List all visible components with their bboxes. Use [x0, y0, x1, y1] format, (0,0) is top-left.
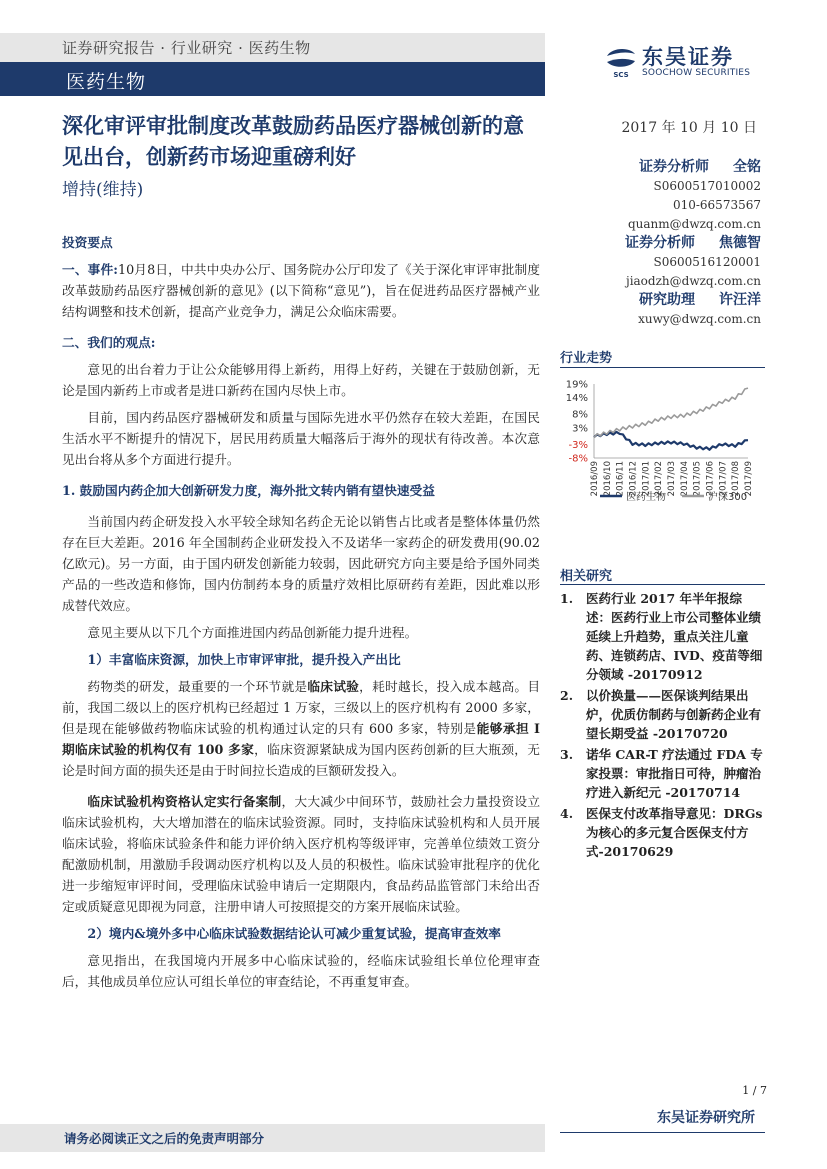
- analyst-role: 证券分析师 焦德智: [625, 235, 761, 251]
- paragraph: 意见的出台着力于让公众能够用得上新药，用得上好药，关键在于鼓励创新，无论是国内新药上市或者是进口新药在国内尽快上市。: [62, 362, 540, 398]
- event-label: 一、事件:: [62, 262, 118, 277]
- disclaimer: 请务必阅读正文之后的免责声明部分: [64, 1131, 265, 1146]
- x-tick-label: 2016/11: [615, 461, 626, 497]
- divider: [560, 367, 765, 368]
- x-tick-label: 2017/09: [744, 461, 754, 497]
- y-tick-label: 19%: [565, 379, 588, 391]
- analyst-license: S0600516120001: [653, 255, 761, 269]
- paragraph: 当前国内药企研发投入水平较全球知名药企无论以销售占比或者是整体体量仍然存在巨大差距。2016 年全国制药企业研发投入不及诺华一家药企的研发费用(90.02 亿欧元)。另一方面，由于国内研发创新能力较弱，因此研究方向主要是给予国外同类产品的一些改造和修饰，国内仿制药本身的质量疗效相比原研药有差距，因此难以形成替代效应。: [62, 514, 540, 613]
- header-band: [0, 33, 545, 62]
- trend-chart: [560, 372, 765, 512]
- logo-en: SOOCHOW SECURITIES: [642, 68, 751, 78]
- event-paragraph: 一、事件:10月8日，中共中央办公厅、国务院办公厅印发了《关于深化审评审批制度改革鼓励药品医疗器械创新的意见》(以下简称“意见”)，旨在促进药品医疗器械产业结构调整和技术创新，提高产业竞争力，满足公众临床需要。: [62, 262, 540, 319]
- paragraph: 意见指出，在我国境内开展多中心临床试验的，经临床试验组长单位伦理审查后，其他成员单位应认可组长单位的审查结论，不再重复审查。: [62, 953, 540, 989]
- analyst-phone: 010-66573567: [672, 198, 761, 212]
- company-logo: [604, 40, 784, 84]
- series-line-hs300: [594, 388, 748, 438]
- sector-label: 医药生物: [66, 71, 147, 93]
- paragraph: 药物类的研发，最重要的一个环节就是临床试验，耗时越长，投入成本越高。目前，我国二级以上的医疗机构已经超过 1 万家，三级以上的医疗机构有 2000 多家，但是现在能够做药物临床试验的机构通过认定的只有 600 多家，特别是能够承担 I 期临床试验的机构仅有 100 多家，临床资源紧缺成为国内医药创新的巨大瓶颈，无论是时间方面的损失还是由于时间拉长造成的巨额研发投入。: [62, 679, 541, 778]
- divider: [560, 1132, 765, 1133]
- x-tick-label: 2017/07: [718, 461, 729, 497]
- related-title: 相关研究: [560, 569, 613, 584]
- logo-mark-icon: [604, 44, 638, 78]
- related-item[interactable]: 2. 以价换量——医保谈判结果出炉，优质仿制药与创新药企业有望长期受益 -20170720: [560, 688, 762, 741]
- analyst-role: 证券分析师 全铭: [639, 159, 761, 175]
- breadcrumb: 证券研究报告 · 行业研究 · 医药生物: [62, 39, 311, 57]
- subsection-heading: 2）境内&境外多中心临床试验数据结论认可减少重复试验，提高审查效率: [87, 926, 501, 941]
- chart-title: 行业走势: [560, 351, 613, 366]
- legend-label: 医药生物: [626, 492, 666, 503]
- paragraph: 意见主要从以下几个方面推进国内药品创新能力提升进程。: [87, 625, 418, 640]
- series-line-pharma: [594, 432, 748, 450]
- logo-cn: 东吴证券: [642, 45, 734, 69]
- x-tick-label: 2017/04: [679, 461, 690, 497]
- analyst-name: 焦德智: [719, 235, 761, 251]
- report-title: 深化审评审批制度改革鼓励药品医疗器械创新的意见出台，创新药市场迎重磅利好: [62, 113, 524, 169]
- key-points-heading: 投资要点: [62, 235, 113, 250]
- legend-label: 沪深300: [708, 492, 748, 503]
- x-tick-label: 2016/10: [602, 461, 613, 497]
- view-heading: 二、我们的观点:: [62, 335, 156, 350]
- analyst-email: quanm@dwzq.com.cn: [627, 217, 761, 231]
- y-tick-label: 14%: [565, 393, 588, 405]
- y-tick-label: -8%: [568, 453, 588, 465]
- x-tick-label: 2017/02: [654, 461, 665, 497]
- assistant-name: 许汪洋: [719, 292, 761, 308]
- paragraph: 目前，国内药品医疗器械研发和质量与国际先进水平仍然存在较大差距，在国民生活水平不断提升的情况下，居民用药质量大幅落后于海外的现状有待改善。本次意见出台将从多个方面进行提升。: [62, 410, 540, 467]
- x-tick-label: 2017/05: [692, 461, 703, 497]
- paragraph: 临床试验机构资格认定实行备案制，大大减少中间环节，鼓励社会力量投资设立临床试验机构，大大增加潜在的临床试验资源。同时，支持临床试验机构和人员开展临床试验，将临床试验条件和能力评价纳入医疗机构等级评审，完善单位绩效工资分配激励机制，用激励手段调动医疗机构以及人员的积极性。临床试验审批程序的优化进一步缩短审评时间，受理临床试验申请后一定期限内，食品药品监管部门未给出否定或质疑意见即视为同意，注册申请人可按照提交的方案开展临床试验。: [62, 794, 541, 914]
- institute-name: 东吴证券研究所: [657, 1110, 755, 1126]
- subsection-heading: 1）丰富临床资源，加快上市审评审批，提升投入产出比: [87, 652, 401, 667]
- logo-mark-text: SCS: [613, 71, 629, 78]
- report-body: [62, 232, 540, 992]
- x-tick-label: 2016/12: [628, 461, 639, 497]
- divider: [560, 584, 765, 585]
- x-tick-label: 2017/08: [731, 461, 742, 497]
- page-number: 1 / 7: [742, 1084, 767, 1097]
- y-tick-label: -3%: [568, 439, 588, 451]
- rating: 增持(维持): [62, 180, 144, 200]
- assistant-role: 研究助理 许汪洋: [639, 292, 761, 308]
- analyst-license: S0600517010002: [653, 179, 761, 193]
- section-heading: 1. 鼓励国内药企加大创新研发力度，海外批文转内销有望快速受益: [62, 483, 435, 498]
- x-tick-label: 2017/06: [705, 461, 716, 497]
- analyst-email: jiaodzh@dwzq.com.cn: [625, 274, 761, 288]
- footer-band: [0, 1124, 545, 1152]
- x-tick-label: 2017/03: [667, 461, 677, 497]
- x-tick-label: 2017/01: [641, 461, 652, 497]
- report-date: 2017 年 10 月 10 日: [621, 120, 757, 136]
- analyst-block: [561, 158, 761, 329]
- y-tick-label: 3%: [572, 423, 588, 435]
- assistant-email: xuwy@dwzq.com.cn: [638, 312, 761, 326]
- related-list: [560, 589, 765, 863]
- related-item[interactable]: 1. 医药行业 2017 年半年报综述：医药行业上市公司整体业绩延续上升趋势，重点关注儿童药、连锁药店、IVD、疫苗等细分领域 -20170912: [560, 591, 763, 682]
- related-item[interactable]: 4. 医保支付改革指导意见：DRGs 为核心的多元复合医保支付方式-20170629: [560, 806, 763, 859]
- analyst-name: 全铭: [733, 159, 761, 175]
- related-item[interactable]: 3. 诺华 CAR-T 疗法通过 FDA 专家投票：审批指日可待，肿瘤治疗进入新纪元 -20170714: [560, 747, 763, 800]
- y-tick-label: 8%: [572, 409, 588, 421]
- sector-band: [0, 62, 545, 96]
- x-tick-label: 2016/09: [590, 461, 600, 497]
